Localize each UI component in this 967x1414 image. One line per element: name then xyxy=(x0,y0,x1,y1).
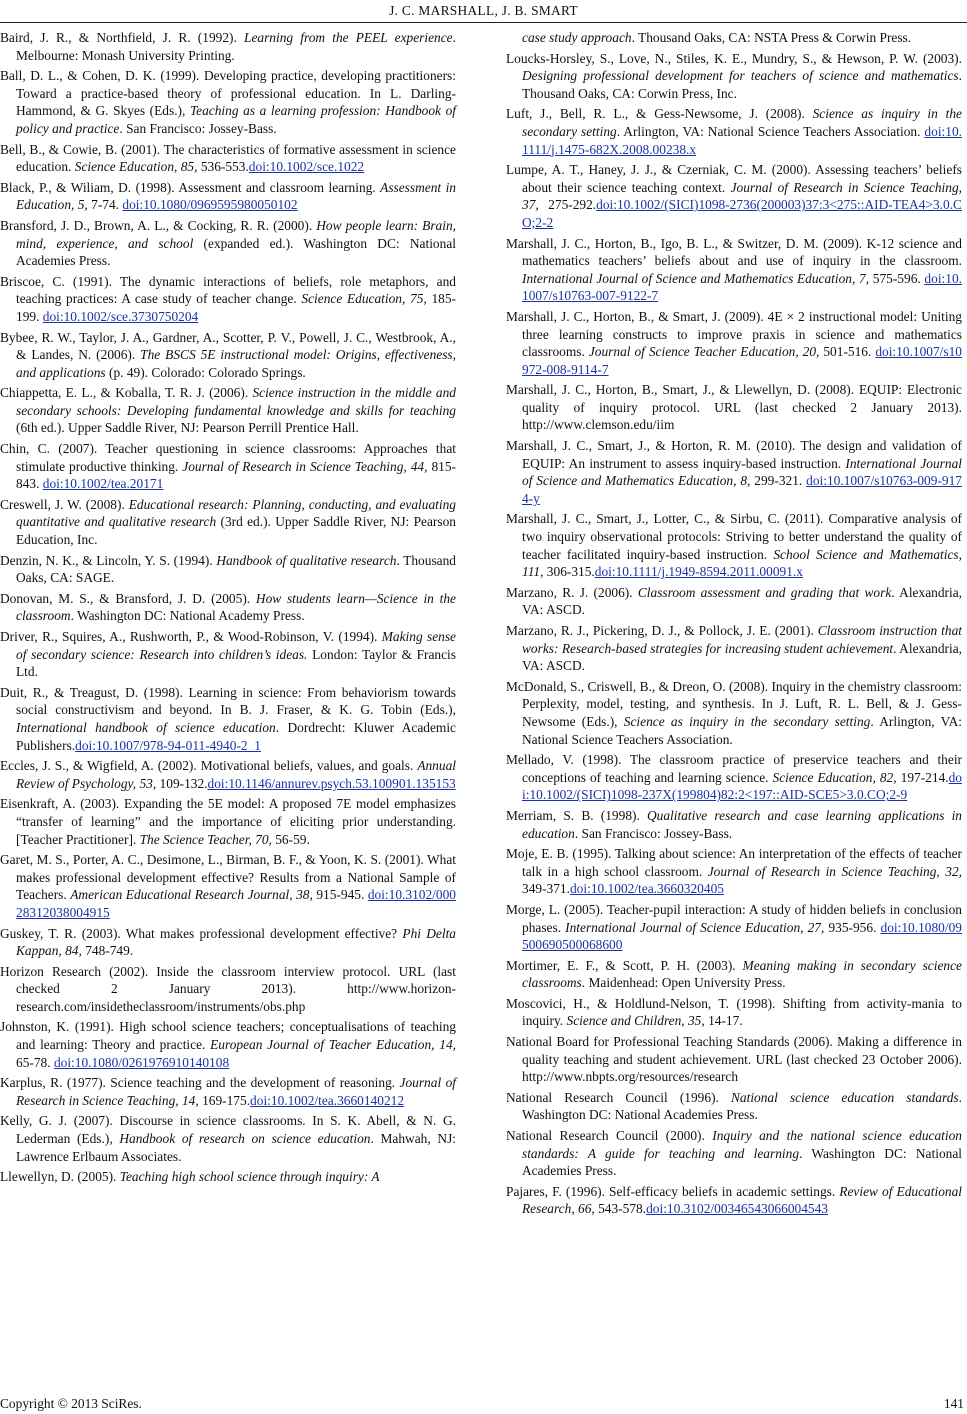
reference-source-title: How people learn: Brain, mind, experience, and school xyxy=(16,217,457,251)
page-number: 141 xyxy=(943,1396,964,1411)
reference-entry xyxy=(0,851,456,921)
reference-entry xyxy=(506,161,962,231)
reference-text: (p. 49). Colorado: Colorado Springs. xyxy=(105,364,306,380)
reference-entry xyxy=(506,584,962,619)
reference-entry xyxy=(0,141,456,176)
reference-entry xyxy=(0,440,456,493)
reference-entry xyxy=(0,1168,456,1186)
reference-source-title: Qualitative research and case learning applications in education xyxy=(522,807,962,841)
reference-source-title: Classroom instruction that works: Research-based strategies for increasing student achievement xyxy=(522,623,962,656)
reference-text: . Alexandria, VA: ASCD. xyxy=(522,584,962,618)
reference-source-title: International Journal of Science Education, 27, xyxy=(565,919,825,935)
doi-link[interactable]: doi:10.1007/s10972-008-9114-7 xyxy=(522,344,962,377)
reference-text: 197-214. xyxy=(896,769,949,785)
reference-entry xyxy=(0,925,456,960)
reference-text: . Melbourne: Monash University Printing. xyxy=(16,30,456,63)
doi-link[interactable]: doi:10.1002/tea.3660320405 xyxy=(569,881,724,897)
reference-entry xyxy=(506,751,962,804)
reference-text: Baird, J. R., & Northfield, J. R. (1992). xyxy=(0,30,244,45)
reference-text: 536-553. xyxy=(197,159,249,175)
reference-text: . Alexandria, VA: ASCD. xyxy=(522,640,963,674)
reference-source-title: International handbook of science education xyxy=(16,719,276,735)
reference-source-title: Science instruction in the middle and secondary schools: Developing fundamental knowledge and skills for teaching xyxy=(16,385,456,418)
reference-text: Black, P., & Wiliam, D. (1998). Assessment and classroom learning. xyxy=(0,179,381,195)
reference-text: . Maidenhead: Open University Press. xyxy=(581,975,786,991)
reference-source-title: Making sense of secondary science: Research into children’s ideas. xyxy=(16,629,456,662)
reference-source-title: American Educational Research Journal, 38, xyxy=(70,887,313,903)
reference-entry xyxy=(506,807,962,842)
reference-text: . Arlington, VA: National Science Teachers Association. xyxy=(616,123,925,139)
reference-entry xyxy=(506,1089,962,1124)
reference-text: Horizon Research (2002). Inside the classroom interview protocol. URL (last checked 2 January 2013). http://www.horizon-research.com/insidetheclassroom/instruments/obs.php xyxy=(0,963,456,1014)
reference-entry xyxy=(506,678,962,748)
reference-source-title: Journal of Research in Science Teaching, 14, xyxy=(16,1075,456,1108)
reference-source-title: Journal of Research in Science Teaching, 44, xyxy=(182,458,428,474)
reference-entry xyxy=(0,757,456,792)
reference-text: 349-371. xyxy=(522,881,570,897)
reference-entry xyxy=(506,381,962,434)
footer-copyright: Copyright © 2013 SciRes. xyxy=(0,1396,142,1411)
reference-source-title: Science and Children, 35, xyxy=(566,1013,705,1029)
reference-text: 501-516. xyxy=(819,344,876,360)
reference-text: National Research Council (1996). xyxy=(506,1089,731,1105)
reference-entry xyxy=(506,437,962,507)
doi-link[interactable]: doi:10.1007/s10763-009-9174-y xyxy=(522,473,962,506)
doi-link[interactable]: doi:10.1146/annurev.psych.53.100901.135153 xyxy=(207,775,456,791)
reference-entry xyxy=(0,795,456,848)
reference-source-title: Science Education, 85, xyxy=(74,159,198,175)
reference-source-title: Science as inquiry in the secondary setting xyxy=(623,713,871,729)
reference-source-title: Science as inquiry in the secondary setting xyxy=(522,106,962,139)
reference-entry xyxy=(0,552,456,587)
reference-text: Briscoe, C. (1991). The dynamic interactions of beliefs, role metaphors, and teaching practices: A case study of teacher change. xyxy=(0,273,456,307)
reference-text: (3rd ed.). Upper Saddle River, NJ: Pearson Education, Inc. xyxy=(16,514,456,548)
reference-source-title: Inquiry and the national science education standards: A guide for teaching and learning xyxy=(522,1128,962,1161)
reference-text: . San Francisco: Jossey-Bass. xyxy=(574,825,733,841)
reference-text: Denzin, N. K., & Lincoln, Y. S. (1994). xyxy=(0,552,217,568)
reference-column-left xyxy=(0,29,456,1186)
reference-text: . Arlington, VA: National Science Teachers Association. xyxy=(522,713,962,747)
reference-text: Marshall, J. C., Smart, J., Lotter, C., & Sirbu, C. (2011). Comparative analysis of two inquiry observational protocols: Striving to better understand the quality of teacher facilitated inquiry-based instruction. xyxy=(506,511,962,562)
reference-text: National Research Council (2000). xyxy=(506,1128,713,1144)
header-rule xyxy=(0,22,967,23)
reference-text: London: Taylor & Francis Ltd. xyxy=(16,646,456,680)
reference-entry xyxy=(0,67,456,137)
doi-link[interactable]: doi:10.1002/sce.3730750204 xyxy=(42,308,199,324)
reference-text: Marshall, J. C., Horton, B., & Smart, J. (2009). 4E × 2 instructional model: Uniting three learning constructs to improve praxis in science and mathematics classrooms. xyxy=(506,308,962,360)
reference-source-title: Science Education, 82, xyxy=(772,769,897,785)
reference-column-right xyxy=(506,29,962,1218)
doi-link[interactable]: doi:10.1002/tea.20171 xyxy=(42,476,164,492)
reference-text: . Washington DC: National Academies Press. xyxy=(522,1145,962,1179)
reference-text: Creswell, J. W. (2008). xyxy=(0,496,129,512)
reference-entry xyxy=(0,1112,456,1165)
reference-source-title: International Journal of Science and Mathematics Education, 8, xyxy=(522,455,963,489)
reference-entry xyxy=(506,308,962,378)
reference-text: 109-132. xyxy=(156,775,208,791)
doi-link[interactable]: doi:10.1002/(SICI)1098-2736(200003)37:3<275::AID-TEA4>3.0.CO;2-2 xyxy=(522,197,962,230)
reference-text: Chiappetta, E. L., & Koballa, T. R. J. (2006). xyxy=(0,385,253,401)
reference-text: (expanded ed.). Washington DC: National Academies Press. xyxy=(16,235,456,269)
reference-source-title: Science Education, 75, xyxy=(301,291,427,307)
reference-text: 299-321. xyxy=(750,473,807,489)
reference-text: . San Francisco: Jossey-Bass. xyxy=(119,120,277,136)
reference-text: Chin, C. (2007). Teacher questioning in science classrooms: Approaches that stimulate productive thinking. xyxy=(0,441,456,474)
reference-text: Eccles, J. S., & Wigfield, A. (2002). Motivational beliefs, values, and goals. xyxy=(0,758,418,774)
reference-source-title: School Science and Mathematics, 111, xyxy=(522,546,962,580)
reference-entry xyxy=(506,235,962,305)
reference-text: Kelly, G. J. (2007). Discourse in science classrooms. In S. K. Abell, & N. G. Lederman (Eds.), xyxy=(0,1113,456,1147)
reference-text: Guskey, T. R. (2003). What makes professional development effective? xyxy=(0,925,403,941)
reference-source-title: Review of Educational Research, 66, xyxy=(522,1183,963,1217)
doi-link[interactable]: doi:10.1080/0261976910140108 xyxy=(53,1054,230,1070)
doi-link[interactable]: doi:10.1002/(SICI)1098-237X(199804)82:2<197::AID-SCE5>3.0.CO;2-9 xyxy=(522,769,962,803)
doi-link[interactable]: doi:10.1002/tea.3660140212 xyxy=(250,1092,405,1108)
reference-source-title: National science education standards xyxy=(730,1089,959,1105)
reference-text: Luft, J., Bell, R. L., & Gess-Newsome, J. (2008). xyxy=(506,106,813,122)
reference-text: Ball, D. L., & Cohen, D. K. (1999). Developing practice, developing practitioners: Toward a practice-based theory of professional education. In L. Darling-Hammond, & G. Skyes (Eds.), xyxy=(0,68,456,119)
reference-source-title: Learning from the PEEL experience xyxy=(244,30,453,45)
reference-text: Johnston, K. (1991). High school science teachers; conceptualisations of teaching and learning: Theory and practice. xyxy=(0,1019,456,1053)
reference-source-title: The BSCS 5E instructional model: Origins, effectiveness, and applications xyxy=(16,347,456,380)
reference-text: 815-843. xyxy=(16,458,456,492)
running-header: J. C. MARSHALL, J. B. SMART xyxy=(389,3,578,18)
doi-link[interactable]: doi:10.1007/s10763-007-9122-7 xyxy=(522,270,962,304)
reference-source-title: Phi Delta Kappan, 84, xyxy=(16,925,456,959)
reference-source-title: European Journal of Teacher Education, 14, xyxy=(210,1037,456,1053)
reference-entry xyxy=(0,496,456,549)
reference-entry xyxy=(0,963,456,1016)
doi-link[interactable]: doi:10.1007/978-94-011-4940-2_1 xyxy=(75,737,261,753)
reference-source-title: Handbook of research on science education xyxy=(119,1131,371,1147)
reference-source-title: Handbook of qualitative research xyxy=(216,552,397,568)
reference-entry xyxy=(0,329,456,382)
reference-text: Lumpe, A. T., Haney, J. J., & Czerniak, C. M. (2000). Assessing teachers’ beliefs about their science teaching context. xyxy=(506,162,962,195)
reference-text: Marzano, R. J. (2006). xyxy=(506,584,638,600)
doi-link[interactable]: doi:10.1111/j.1475-682X.2008.00238.x xyxy=(522,123,962,157)
doi-link[interactable]: doi:10.1111/j.1949-8594.2011.00091.x xyxy=(594,564,803,580)
doi-link[interactable]: doi:10.3102/00346543066004543 xyxy=(646,1201,828,1217)
reference-entry xyxy=(506,50,962,103)
reference-text: 935-956. xyxy=(824,919,881,935)
reference-text: 275-292. xyxy=(538,197,597,213)
reference-text: Eisenkraft, A. (2003). Expanding the 5E model: A proposed 7E model emphasizes “transfer of learning” and the importance of eliciting prior understanding. [Teacher Practitioner]. xyxy=(0,796,456,847)
reference-source-title: Meaning making in secondary science classrooms xyxy=(522,957,962,991)
reference-text: Duit, R., & Treagust, D. (1998). Learning in science: From behaviorism towards social constructivism and beyond. In B. J. Fraser, & K. G. Tobin (Eds.), xyxy=(0,684,456,718)
reference-source-title: Teaching as a learning profession: Handbook of policy and practice xyxy=(16,103,456,136)
reference-entry xyxy=(506,105,962,158)
reference-source-title: How students learn—Science in the classroom xyxy=(16,590,456,624)
reference-text: 306-315. xyxy=(543,564,595,580)
reference-entry xyxy=(506,995,962,1030)
reference-entry xyxy=(0,1018,456,1071)
reference-text: Morge, L. (2005). Teacher-pupil interaction: A study of hidden beliefs in conclusion phases. xyxy=(506,901,962,935)
reference-entry xyxy=(506,845,962,898)
reference-source-title: International Journal of Science and Mathematics Education, 7, xyxy=(522,270,870,286)
reference-entry xyxy=(0,29,456,64)
reference-text: Moscovici, H., & Holdlund-Nelson, T. (1998). Shifting from activity-mania to inquiry. xyxy=(506,995,962,1029)
reference-entry xyxy=(0,684,456,754)
reference-text: 543-578. xyxy=(594,1201,647,1217)
reference-text: Marzano, R. J., Pickering, D. J., & Pollock, J. E. (2001). xyxy=(506,623,818,638)
reference-text: Mortimer, E. F., & Scott, P. H. (2003). xyxy=(506,957,743,973)
reference-text: Llewellyn, D. (2005). xyxy=(0,1169,120,1185)
reference-text: Driver, R., Squires, A., Rushworth, P., & Wood-Robinson, V. (1994). xyxy=(0,629,382,644)
reference-text: 56-59. xyxy=(271,831,310,847)
reference-source-title: The Science Teacher, 70, xyxy=(139,831,272,847)
reference-text: . Mahwah, NJ: Lawrence Erlbaum Associates. xyxy=(16,1131,456,1164)
reference-text: Marshall, J. C., Smart, J., & Horton, R. M. (2010). The design and validation of EQUIP: An instrument to assess inquiry-based instruction. xyxy=(506,438,962,471)
doi-link[interactable]: doi:10.1080/09500690500068600 xyxy=(522,919,962,953)
reference-text: Donovan, M. S., & Bransford, J. D. (2005). xyxy=(0,590,256,606)
reference-source-title: Annual Review of Psychology, 53, xyxy=(16,758,456,791)
reference-source-title: Teaching high school science through inquiry: A xyxy=(119,1169,380,1185)
doi-link[interactable]: doi:10.1080/0969595980050102 xyxy=(122,197,298,213)
reference-entry xyxy=(0,590,456,625)
reference-entry xyxy=(0,1074,456,1109)
reference-text: Bell, B., & Cowie, B. (2001). The characteristics of formative assessment in science education. xyxy=(0,141,456,175)
reference-source-title: Journal of Science Teacher Education, 20, xyxy=(588,344,820,360)
reference-entry xyxy=(506,1127,962,1180)
reference-text: . Thousand Oaks, CA: NSTA Press & Corwin Press. xyxy=(631,30,912,45)
reference-source-title: Assessment in Education, 5, xyxy=(16,179,456,213)
reference-text: Bybee, R. W., Taylor, J. A., Gardner, A., Scotter, P. V., Powell, J. C., Westbrook, A., & Landes, N. (2006). xyxy=(0,329,456,363)
reference-text: . Washington DC: National Academy Press. xyxy=(70,608,305,624)
reference-entry xyxy=(506,1033,962,1086)
reference-text: Mellado, V. (1998). The classroom practice of preservice teachers and their conceptions of teaching and learning science. xyxy=(506,752,962,785)
reference-source-title: Educational research: Planning, conducting, and evaluating quantitative and qualitative research xyxy=(16,496,456,530)
reference-text: . Thousand Oaks, CA: SAGE. xyxy=(16,552,456,586)
reference-text: 915-945. xyxy=(312,887,368,903)
reference-entry xyxy=(506,510,962,580)
reference-source-title: Journal of Research in Science Teaching, 37, xyxy=(522,179,962,213)
reference-text: 575-596. xyxy=(869,270,925,286)
reference-entry xyxy=(506,901,962,954)
reference-text: 748-749. xyxy=(81,943,134,959)
reference-text: Marshall, J. C., Horton, B., Smart, J., & Llewellyn, D. (2008). EQUIP: Electronic quality of inquiry protocol. URL (last checked 2 January 2013). http://www.clemson.edu/iim xyxy=(506,382,962,433)
reference-text: Pajares, F. (1996). Self-efficacy beliefs in academic settings. xyxy=(506,1183,840,1199)
reference-text: 169-175. xyxy=(198,1092,251,1108)
reference-source-title: Journal of Research in Science Teaching, 32, xyxy=(707,863,962,879)
reference-text: . Dordrecht: Kluwer Academic Publishers. xyxy=(16,719,456,753)
reference-source-title: Designing professional development for teachers of science and mathematics xyxy=(522,68,959,84)
reference-text: Bransford, J. D., Brown, A. L., & Cocking, R. R. (2000). xyxy=(0,217,317,233)
reference-text: Garet, M. S., Porter, A. C., Desimone, L., Birman, B. F., & Yoon, K. S. (2001). What makes professional development effective? Results from a National Sample of Teachers. xyxy=(0,852,456,903)
reference-text: Marshall, J. C., Horton, B., Igo, B. L., & Switzer, D. M. (2009). K-12 science and mathematics teachers’ beliefs about and use of inquiry in the classroom. xyxy=(506,235,962,269)
doi-link[interactable]: doi:10.1002/sce.1022 xyxy=(248,159,365,175)
reference-text: 14-17. xyxy=(704,1013,743,1029)
reference-text: National Board for Professional Teaching Standards (2006). Making a difference in quality teaching and student achievement. URL (last checked 23 October 2006). http://www.nbpts.org/resources/research xyxy=(506,1034,962,1085)
reference-text: 7-74. xyxy=(87,197,123,213)
reference-source-title: Classroom assessment and grading that work xyxy=(637,584,892,600)
reference-entry xyxy=(506,957,962,992)
reference-entry xyxy=(0,217,456,270)
reference-entry xyxy=(506,1183,962,1218)
reference-entry xyxy=(0,273,456,326)
doi-link[interactable]: doi:10.3102/00028312038004915 xyxy=(16,887,456,920)
reference-entry xyxy=(506,622,962,675)
reference-text: (6th ed.). Upper Saddle River, NJ: Pearson Perrill Prentice Hall. xyxy=(16,420,359,436)
reference-entry xyxy=(506,29,962,47)
reference-text: 65-78. xyxy=(16,1054,54,1070)
reference-entry xyxy=(0,628,456,681)
reference-source-title: case study approach xyxy=(522,30,632,45)
reference-text: Merriam, S. B. (1998). xyxy=(506,807,647,823)
reference-text: McDonald, S., Criswell, B., & Dreon, O. (2008). Inquiry in the chemistry classroom: Perplexity, model, testing, and synthesis. In J. Luft, R. L. Bell, & J. Gess-Newsome (Eds.), xyxy=(506,678,962,729)
reference-text: Karplus, R. (1977). Science teaching and the development of reasoning. xyxy=(0,1075,400,1091)
reference-entry xyxy=(0,179,456,214)
reference-text: . Thousand Oaks, CA: Corwin Press, Inc. xyxy=(522,68,962,101)
reference-text: Loucks-Horsley, S., Love, N., Stiles, K. E., Mundry, S., & Hewson, P. W. (2003). xyxy=(506,50,962,66)
reference-text: . Washington DC: National Academies Press. xyxy=(522,1089,962,1123)
reference-entry xyxy=(0,384,456,437)
reference-text: Moje, E. B. (1995). Talking about science: An interpretation of the effects of teacher talk in a high school classroom. xyxy=(506,846,962,879)
reference-text: 185-199. xyxy=(16,291,456,324)
